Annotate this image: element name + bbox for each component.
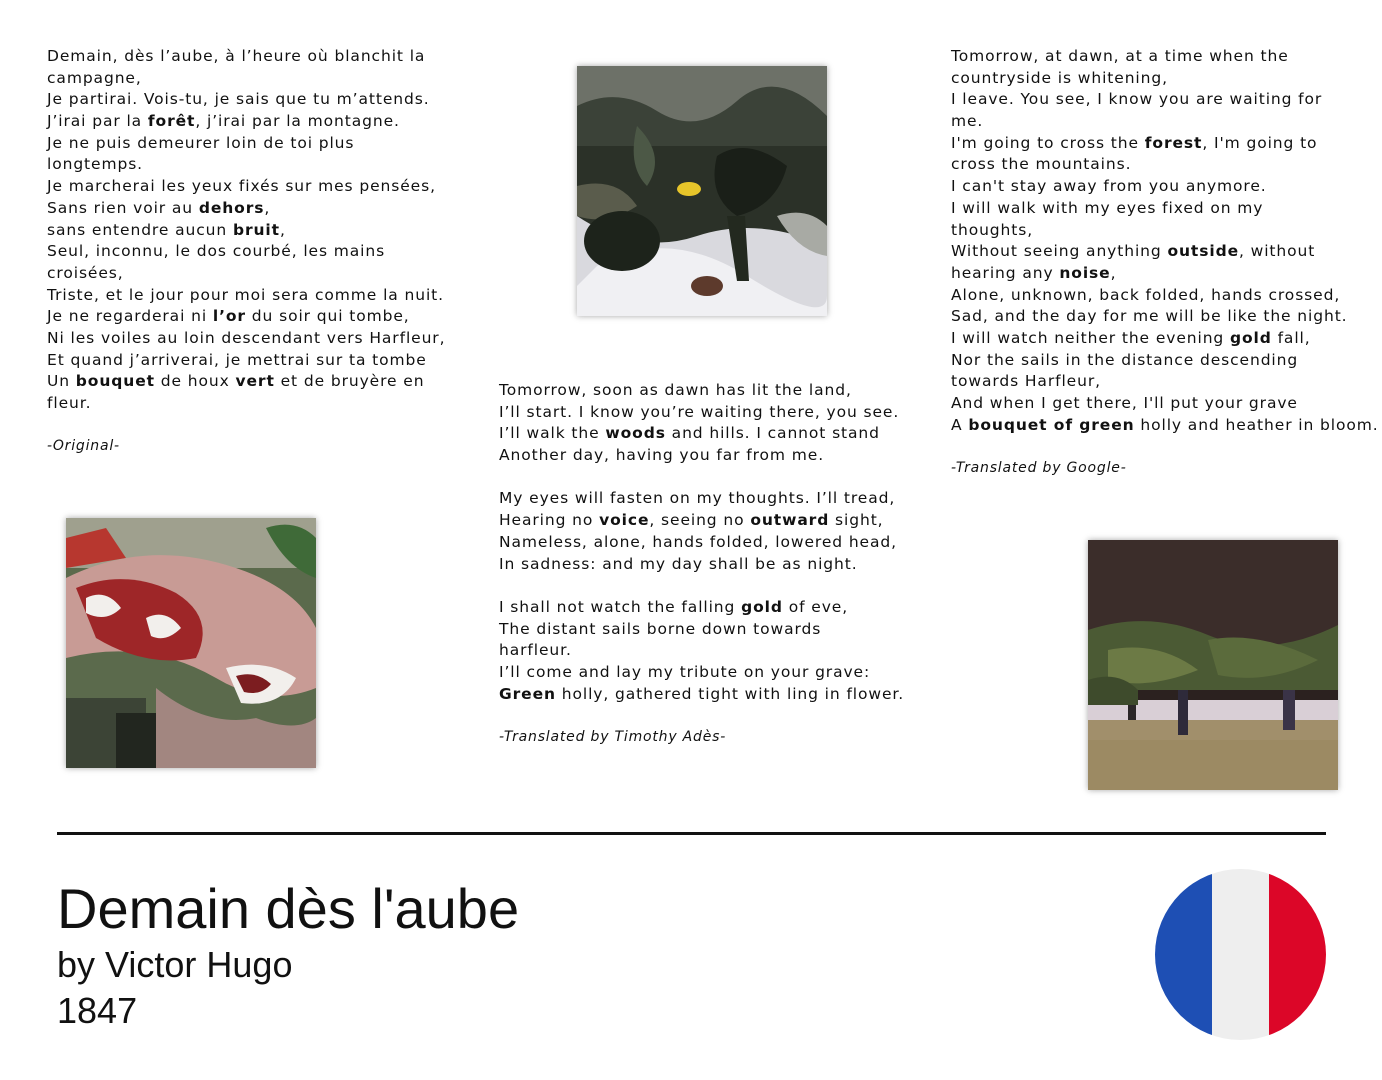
poem-line: sans entendre aucun bruit, xyxy=(47,220,286,239)
poem-line: Sans rien voir au dehors, xyxy=(47,198,271,217)
poem-line: And when I get there, I'll put your grave xyxy=(951,394,1298,412)
poem-line: The distant sails borne down towards xyxy=(499,619,822,638)
poem-line: A bouquet of green holly and heather in bloom. xyxy=(951,415,1379,434)
poem-line: I leave. You see, I know you are waiting for xyxy=(951,90,1323,109)
original-credit: -Original- xyxy=(47,438,120,455)
poem-line: towards Harfleur, xyxy=(951,372,1101,391)
poem-line: croisées, xyxy=(47,263,124,282)
poem-line: Hearing no voice, seeing no outward sight, xyxy=(499,511,884,530)
google-credit: -Translated by Google- xyxy=(951,460,1127,477)
french-flag-icon xyxy=(1155,869,1326,1040)
poem-line: I’ll walk the woods and hills. I cannot stand xyxy=(499,424,880,443)
poem-line: Un bouquet de houx vert et de bruyère en xyxy=(47,372,425,391)
red-house-graffiti-image xyxy=(66,518,316,768)
original-lines xyxy=(47,46,445,415)
google-translation xyxy=(951,46,1379,480)
poem-line: I'm going to cross the forest, I'm going to xyxy=(951,133,1318,152)
poem-line: Je partirai. Vois-tu, je sais que tu m’attends. xyxy=(47,90,430,109)
poem-line: longtemps. xyxy=(47,155,144,174)
poem-line: My eyes will fasten on my thoughts. I’ll tread, xyxy=(499,489,896,508)
poem-line: Tomorrow, at dawn, at a time when the xyxy=(951,47,1289,65)
poem-line: I will walk with my eyes fixed on my xyxy=(951,198,1264,217)
poem-line: Green holly, gathered tight with ling in flower. xyxy=(499,684,905,703)
poem-line: harfleur. xyxy=(499,641,572,660)
poem-line: fleur. xyxy=(47,394,92,412)
poem-line: Without seeing anything outside, without xyxy=(951,242,1316,261)
park-trees-image xyxy=(1088,540,1338,790)
poem-line: In sadness: and my day shall be as night. xyxy=(499,554,858,573)
poem-line: I shall not watch the falling gold of eve, xyxy=(499,597,849,616)
poem-line: Je ne regarderai ni l’or du soir qui tombe, xyxy=(47,307,410,326)
poem-line: Nor the sails in the distance descending xyxy=(951,350,1299,369)
poem-line: J’irai par la forêt, j’irai par la montagne. xyxy=(47,112,400,131)
poem-line: countryside is whitening, xyxy=(951,68,1168,87)
poem-line: hearing any noise, xyxy=(951,263,1117,282)
poem-title: Demain dès l'aube xyxy=(57,877,520,940)
flag-red-stripe xyxy=(1269,869,1326,1040)
poem-line: Nameless, alone, hands folded, lowered head, xyxy=(499,532,897,551)
poem-line: Ni les voiles au loin descendant vers Harfleur, xyxy=(47,328,446,347)
poem-line: me. xyxy=(951,112,984,131)
poem-line: thoughts, xyxy=(951,220,1034,239)
poem-line: I’ll come and lay my tribute on your grave: xyxy=(499,662,871,681)
poem-line: Another day, having you far from me. xyxy=(499,446,825,465)
flag-blue-stripe xyxy=(1155,869,1212,1040)
poem-line: Demain, dès l’aube, à l’heure où blanchit la xyxy=(47,47,426,65)
poem-line: campagne, xyxy=(47,68,142,87)
poem-line: Triste, et le jour pour moi sera comme la nuit. xyxy=(47,285,444,304)
poem-line: Alone, unknown, back folded, hands crossed, xyxy=(951,285,1341,304)
poem-line: Je marcherai les yeux fixés sur mes pensées, xyxy=(47,177,436,196)
poem-line: Seul, inconnu, le dos courbé, les mains xyxy=(47,242,386,261)
poem-line: Sad, and the day for me will be like the night. xyxy=(951,307,1348,326)
poem-line: Et quand j’arriverai, je mettrai sur ta tombe xyxy=(47,350,427,369)
poem-line: I will watch neither the evening gold fall, xyxy=(951,328,1311,347)
poem-year: 1847 xyxy=(57,990,138,1031)
divider xyxy=(57,832,1326,835)
poem-line: Je ne puis demeurer loin de toi plus xyxy=(47,133,355,152)
ades-lines xyxy=(499,380,904,705)
poem-author: by Victor Hugo xyxy=(57,944,293,985)
ades-translation xyxy=(499,380,904,749)
dark-forest-snow-image xyxy=(577,66,827,316)
poem-line: I’ll start. I know you’re waiting there, you see. xyxy=(499,402,900,421)
poem-line: Tomorrow, soon as dawn has lit the land, xyxy=(499,381,852,399)
original-poem xyxy=(47,46,445,458)
ades-credit: -Translated by Timothy Adès- xyxy=(499,729,727,745)
poem-line: I can't stay away from you anymore. xyxy=(951,177,1267,196)
flag-white-stripe xyxy=(1212,869,1269,1040)
poem-line: cross the mountains. xyxy=(951,155,1132,174)
google-lines xyxy=(951,46,1379,436)
